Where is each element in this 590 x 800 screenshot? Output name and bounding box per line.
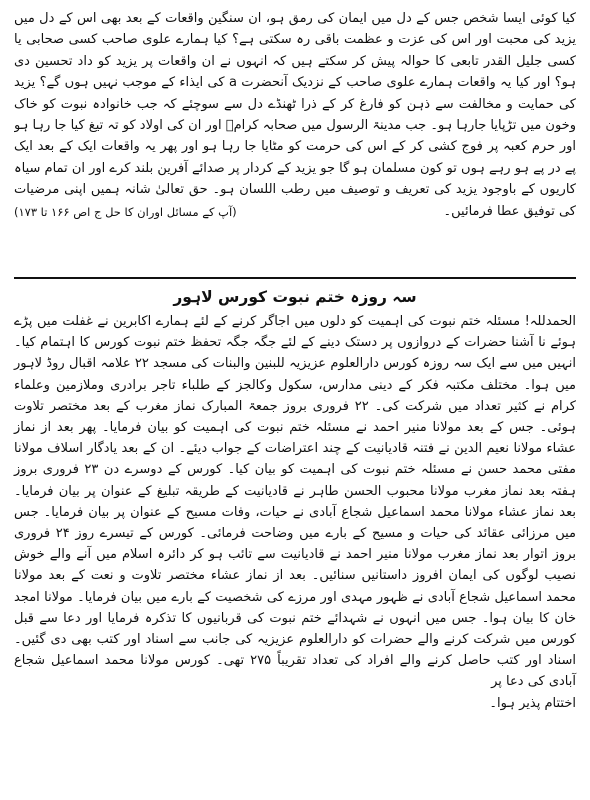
section-divider: [14, 277, 576, 279]
top-paragraph: کیا کوئی ایسا شخص جس کے دل میں ایمان کی رمق ہو، ان سنگین واقعات کے بعد بھی اس کے دل میں یزید کی محبت اور اس کی عزت و عظمت باقی رہ سکتی ہے؟ کیا ہمارے علوی صاحب کسی صحابی یا کسی جلیل القدر تابعی کا حوالہ پیش کر سکتے ہیں کہ انہوں نے ان واقعات پر یزید کو داد تحسین دی ہو؟ اور کیا یہ واقعات ہمارے علوی صاحب کے نزدیک آنحضرت a کی ایذاء کے موجب نہیں ہوں گے؟ یزید کی حمایت و مخالفت سے ذہن کو فارغ کر کے ذرا ٹھنڈے دل سے سوچئے کہ جب خانوادہ نبوت کو خاک وخون میں تڑپایا جارہا ہو۔ جب مدینۃ الرسول میں صحابہ کرامؓ اور ان کی اولاد کو تہ تیغ کیا جا رہا ہو اور حرم کعبہ پر فوج کشی کر کے اس کی حرمت کو مٹایا جا رہا ہو اور پھر یہ واقعات ایک کے بعد ایک پے در پے ہو رہے ہوں تو کون مسلمان ہو گا جو یزید کے کردار پر صدائے آفرین بلند کرے اور ان تمام سیاہ کاریوں کے باوجود یزید کی تعریف و توصیف میں رطب اللسان ہو۔ حق تعالیٰ شانہ ہمیں اپنی مرضیات کی توفیق عطا فرمائیں۔: [14, 11, 576, 219]
reference-citation: (آپ کے مسائل اوران کا حل ج اص ۱۶۶ تا ۱۷۳): [14, 205, 237, 220]
article-closing: اختتام پذیر ہوا۔: [489, 695, 576, 711]
top-section: [14, 8, 576, 275]
article-body: الحمدللہ! مسئلہ ختم نبوت کی اہمیت کو دلوں میں اجاگر کرنے کے لئے ہمارے اکابرین نے غفلت میں پڑے ہوئے نا آشنا حضرات کے دروازوں پر دستک دینے کے لئے جگہ جگہ تحفظ ختم نبوت کورس کا اہتمام کیا۔ انہیں میں سے ایک سہ روزہ کورس دارالعلوم عزیزیہ للبنین والبنات کی مسجد ۲۲ علامہ اقبال روڈ لاہور میں ہوا۔ مختلف مکتبہ فکر کے دینی مدارس، سکول وکالجز کے طلباء تاجر برادری وملازمین وعلماء کرام نے کثیر تعداد میں شرکت کی۔ ۲۲ فروری بروز جمعۃ المبارک نماز مغرب کے بعد مختصر تلاوت ہوئی۔ جس کے بعد مولانا منیر احمد نے مسئلہ ختم نبوت کی اہمیت کو بیان فرمایا۔ پھر بعد از نماز عشاء مولانا نعیم الدین نے فتنہ قادیانیت کے چند اعتراضات کے جواب دیئے۔ ان کے بعد یادگار اسلاف مولانا مفتی محمد حسن نے مسئلہ ختم نبوت کی اہمیت کو بیان کیا۔ کورس کے دوسرے دن ۲۳ فروری بروز ہفتہ بعد نماز مغرب مولانا محبوب الحسن طاہر نے قادیانیت کے طریقہ تبلیغ کے عنوان پر بیان فرمایا۔ بعد نماز عشاء مولانا محمد اسماعیل شجاع آبادی نے حیات، وفات مسیح کے عنوان پر بیان فرمایا۔ جس میں مرزائی عقائد کی حیات و مسیح کے بارے میں وضاحت فرمائی۔ کورس کے تیسرے روز ۲۴ فروری بروز اتوار بعد نماز مغرب مولانا منیر احمد نے قادیانیت سے تائب ہو کر دائرہ اسلام میں آنے والے خوش نصیب لوگوں کی ایمان افروز داستانیں سنائیں۔ بعد از نماز عشاء مختصر تلاوت و نعت کے بعد مولانا محمد اسماعیل شجاع آبادی نے ظہور مہدی اور مرزے کی شخصیت کے بارے میں بیان فرمایا۔ مولانا امجد خان کا بیان ہوا۔ جس میں انہوں نے شہدائے ختم نبوت کی قربانیوں کا تذکرہ فرمایا اور دعا سے قبل کورس میں شرکت کرنے والے حضرات کو دارالعلوم عزیزیہ کی جانب سے اسناد اور کتب بھی دی گئیں۔ اسناد اور کتب حاصل کرنے والے افراد کی تعداد تقریباً ۲۷۵ تھی۔ کورس مولانا محمد اسماعیل شجاع آبادی کی دعا پر: [14, 314, 576, 690]
article-section: [14, 285, 576, 714]
article-title: سہ روزہ ختم نبوت کورس لاہور: [173, 288, 417, 306]
